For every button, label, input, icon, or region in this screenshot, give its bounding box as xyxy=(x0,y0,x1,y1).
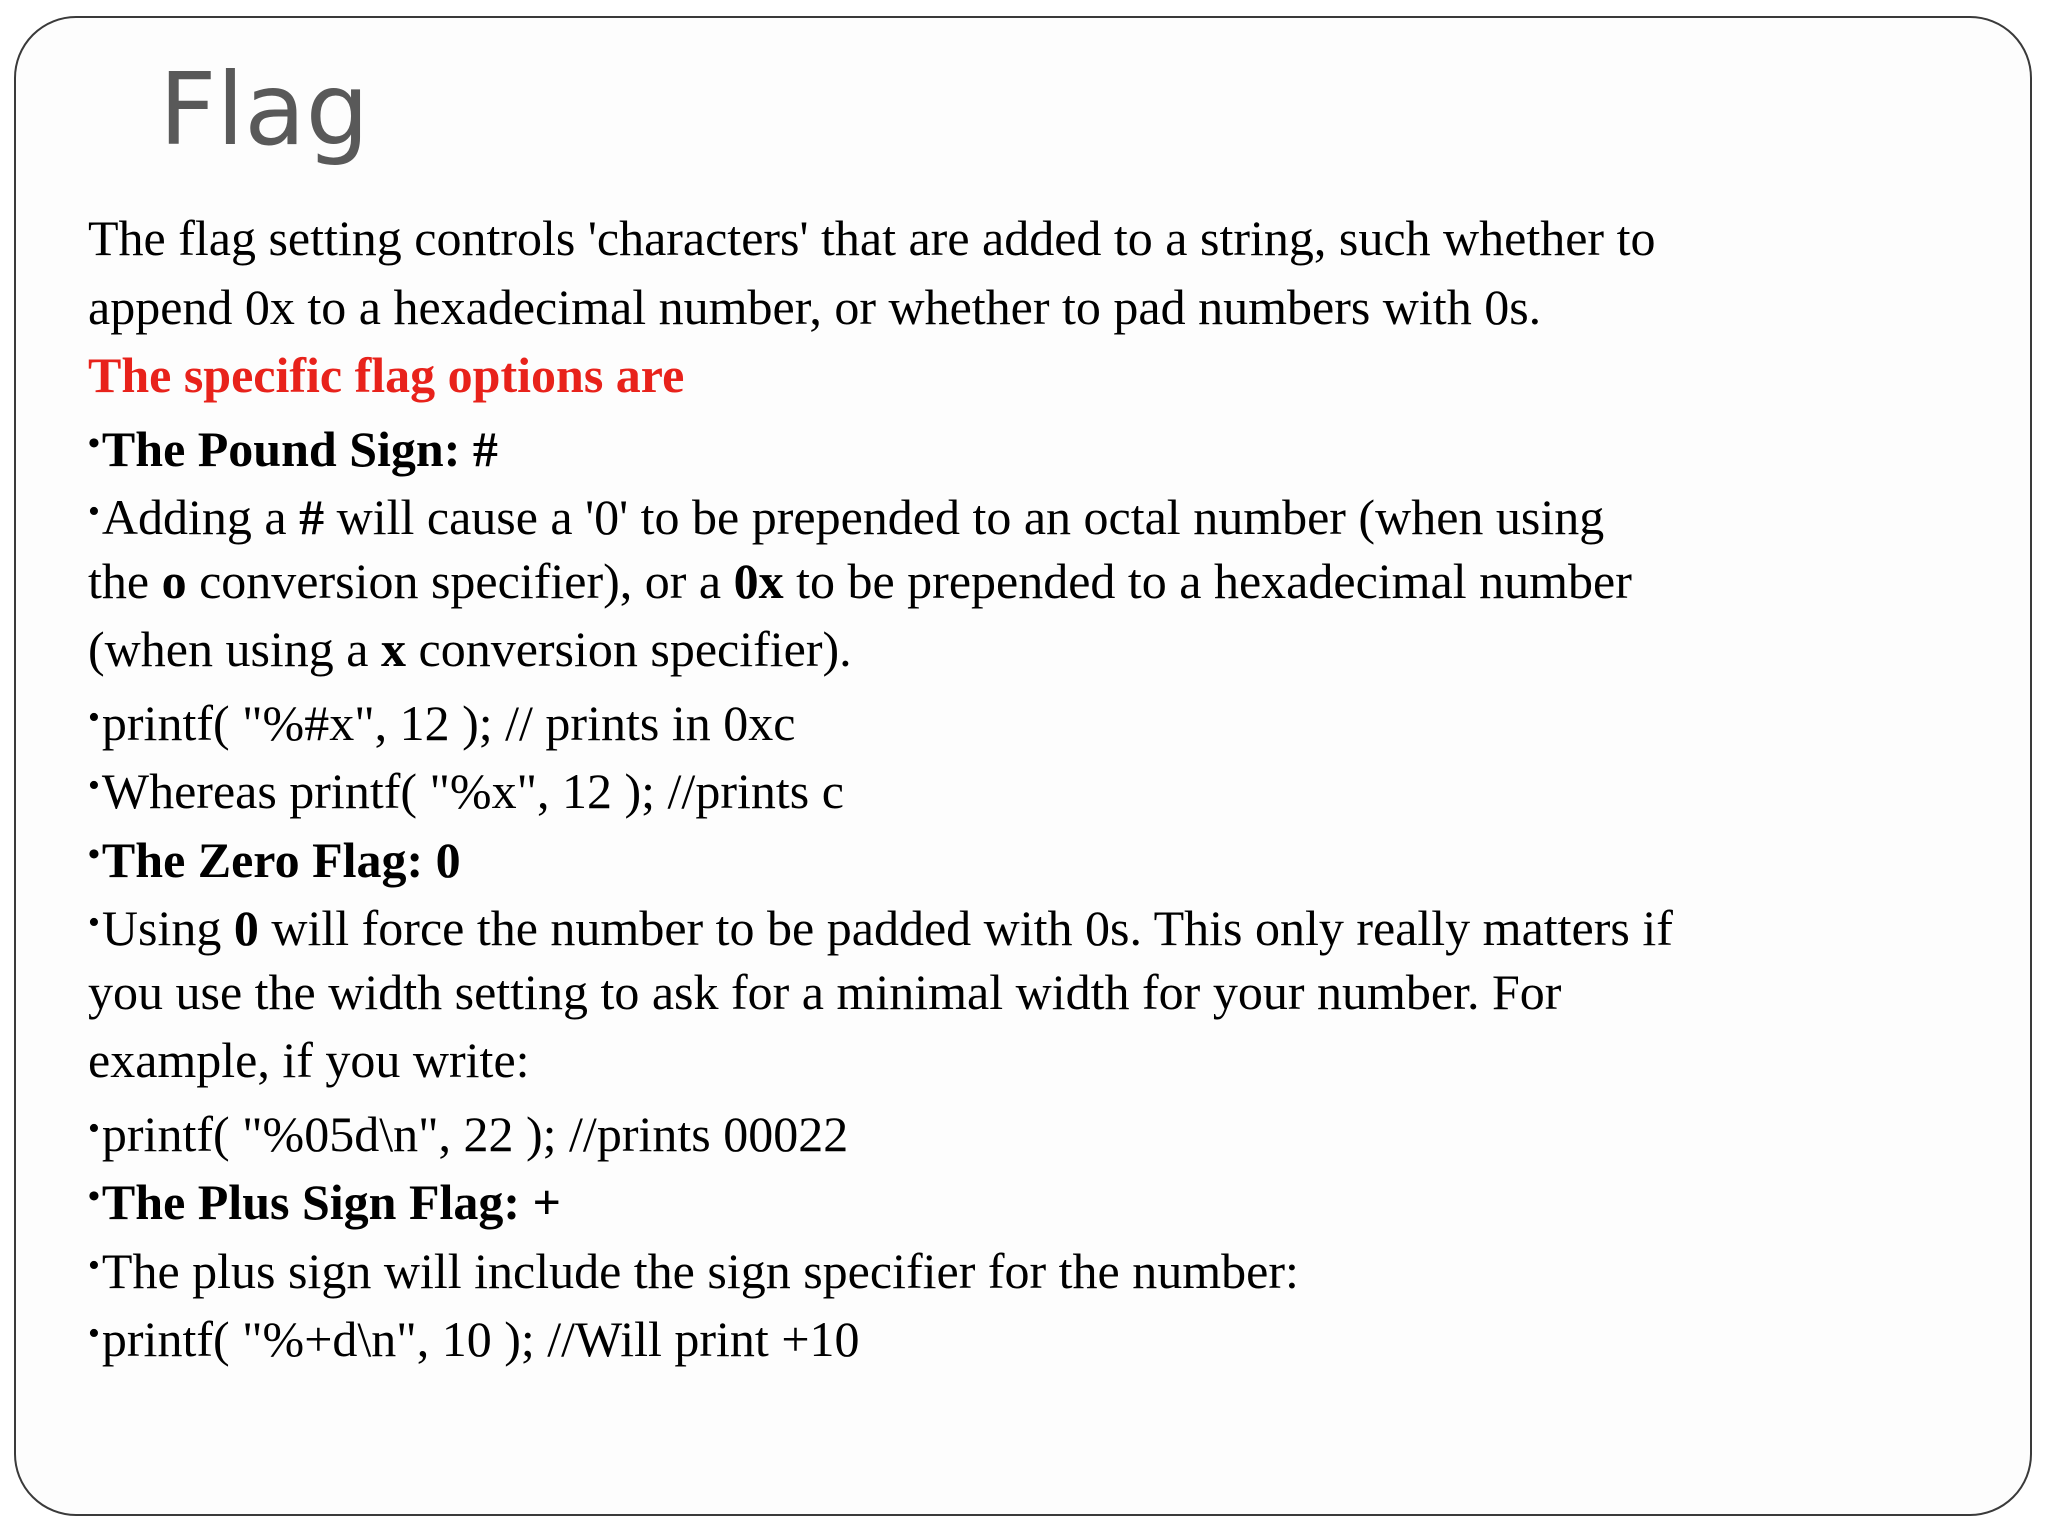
slide-body xyxy=(88,204,1988,1369)
hex-specifier: x xyxy=(381,621,406,677)
bullet-icon: • xyxy=(88,1315,100,1352)
zero-symbol: 0 xyxy=(233,900,259,956)
plus-heading-text: The Plus Sign Flag: + xyxy=(101,1174,562,1230)
pound-example-2 xyxy=(88,752,1988,821)
bullet-icon: • xyxy=(88,835,100,873)
zero-desc-text: Using xyxy=(101,900,234,956)
slide-title: Flag xyxy=(159,51,370,168)
pound-desc-text: to be prepended to a hexadecimal number xyxy=(783,552,1632,609)
intro-line-1: The flag setting controls 'characters' that are added to a string, such whether to xyxy=(88,210,1656,266)
pound-desc-line-1 xyxy=(88,478,1988,547)
zero-heading-text: The Zero Flag: 0 xyxy=(101,831,461,888)
code-example: printf( "%#x", 12 ); // prints in 0xc xyxy=(101,694,796,751)
zero-desc-line-1 xyxy=(88,889,1988,958)
intro-line-2: append 0x to a hexadecimal number, or whether to pad numbers with 0s. xyxy=(88,278,1542,335)
bullet-icon: • xyxy=(88,1178,100,1215)
pound-desc-text: (when using a xyxy=(88,621,381,677)
code-example: Whereas printf( "%x", 12 ); //prints c xyxy=(101,763,844,819)
pound-desc-text: will cause a '0' to be prepended to an octal number (when using xyxy=(324,489,1605,545)
plus-example xyxy=(88,1300,1988,1369)
options-heading: The specific flag options are xyxy=(88,347,685,403)
zero-heading xyxy=(88,821,1988,890)
pound-desc-text: conversion specifier), or a xyxy=(186,552,734,609)
zero-example xyxy=(88,1095,1988,1164)
code-example: printf( "%05d\n", 22 ); //prints 00022 xyxy=(101,1105,849,1162)
zero-desc-text: will force the number to be padded with 0s. This only really matters if xyxy=(258,900,1673,956)
zero-desc-line-2: you use the width setting to ask for a minimal width for your number. For xyxy=(88,963,1562,1020)
bullet-icon: • xyxy=(88,767,100,804)
pound-heading-text: The Pound Sign: # xyxy=(101,420,498,477)
pound-desc-text: conversion specifier). xyxy=(406,621,852,677)
bullet-icon: • xyxy=(88,424,100,462)
pound-example-1 xyxy=(88,684,1988,753)
octal-specifier: o xyxy=(161,552,187,609)
zero-desc-line-3: example, if you write: xyxy=(88,1032,530,1088)
bullet-icon: • xyxy=(88,1246,100,1284)
slide-frame xyxy=(14,16,2032,1516)
pound-desc-line-3 xyxy=(88,615,1988,684)
plus-heading xyxy=(88,1163,1988,1232)
bullet-icon: • xyxy=(88,698,100,736)
plus-desc-text: The plus sign will include the sign specifier for the number: xyxy=(101,1242,1299,1299)
pound-desc-text: the xyxy=(88,552,162,609)
plus-desc xyxy=(88,1232,1988,1301)
hex-prefix: 0x xyxy=(733,552,784,609)
code-example: printf( "%+d\n", 10 ); //Will print +10 xyxy=(101,1311,860,1367)
bullet-icon: • xyxy=(88,904,100,941)
pound-symbol: # xyxy=(299,489,325,545)
pound-desc-text: Adding a xyxy=(101,489,300,545)
bullet-icon: • xyxy=(88,493,100,530)
pound-heading xyxy=(88,410,1988,479)
pound-desc-line-2 xyxy=(88,547,1988,616)
bullet-icon: • xyxy=(88,1109,100,1147)
